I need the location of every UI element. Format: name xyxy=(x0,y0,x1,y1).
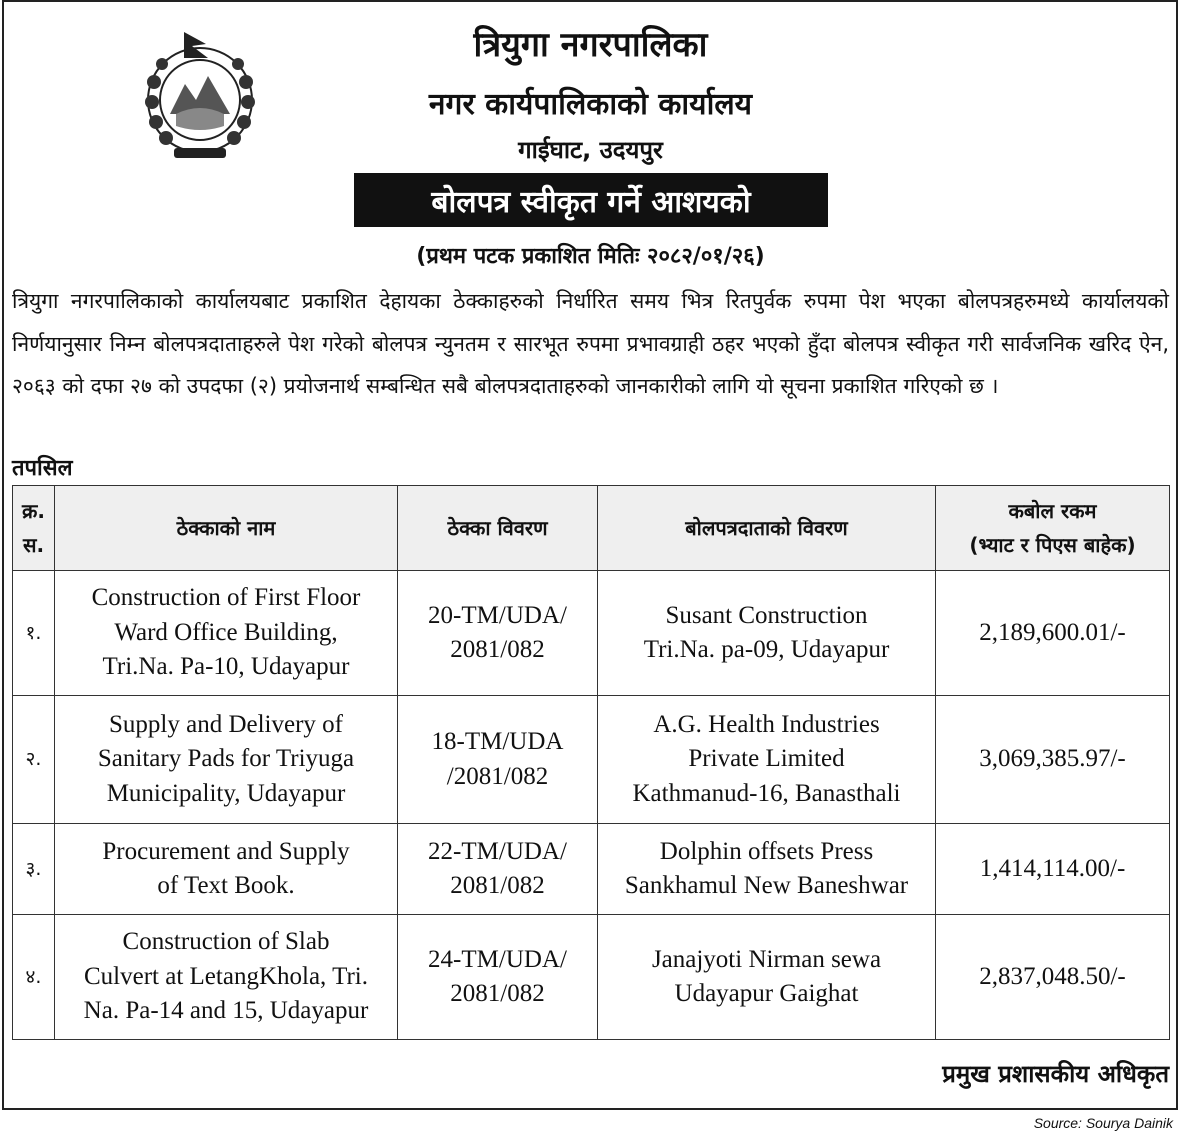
row-serial: १. xyxy=(13,571,55,696)
header-serial-line1: क्र. xyxy=(22,499,45,523)
line: Ward Office Building, xyxy=(114,618,338,646)
row-contract-detail xyxy=(398,824,598,915)
line: 18-TM/UDA xyxy=(431,728,564,755)
row-bidder-detail xyxy=(598,696,936,824)
line: Udayapur Gaighat xyxy=(674,980,859,1007)
line: Construction of First Floor xyxy=(91,584,361,612)
line: Tri.Na. Pa-10, Udayapur xyxy=(102,653,350,681)
header-serial-line2: स. xyxy=(22,533,45,557)
notice-title: बोलपत्र स्वीकृत गर्ने आशयको xyxy=(354,173,828,227)
line: of Text Book. xyxy=(157,872,295,899)
row-bid-amount: 3,069,385.97/- xyxy=(936,696,1170,824)
line: 2081/082 xyxy=(450,980,545,1007)
publish-date: (प्रथम पटक प्रकाशित मितिः २०८२/०१/२६) xyxy=(416,244,765,269)
row-bid-amount: 1,414,114.00/- xyxy=(936,824,1170,915)
table-row xyxy=(13,915,1170,1040)
row-bidder-detail xyxy=(598,824,936,915)
line: Private Limited xyxy=(688,745,845,773)
row-bid-amount: 2,837,048.50/- xyxy=(936,915,1170,1040)
header-bidder-detail: बोलपत्रदाताको विवरण xyxy=(598,486,936,571)
line: Na. Pa-14 and 15, Udayapur xyxy=(83,997,369,1025)
signatory-title: प्रमुख प्रशासकीय अधिकृत xyxy=(942,1060,1169,1088)
office-location: गाईघाट, उदयपुर xyxy=(518,136,663,164)
source-credit: Source: Sourya Dainik xyxy=(1033,1115,1173,1131)
table-row xyxy=(13,824,1170,915)
row-contract-detail xyxy=(398,571,598,696)
line: 20-TM/UDA/ xyxy=(428,601,567,629)
row-contract-name xyxy=(55,571,398,696)
line: Construction of Slab xyxy=(122,928,330,956)
line: 24-TM/UDA/ xyxy=(428,945,567,973)
table-header-row xyxy=(13,486,1170,571)
row-contract-detail xyxy=(398,915,598,1040)
line: 22-TM/UDA/ xyxy=(428,837,567,865)
line: Dolphin offsets Press xyxy=(659,837,874,865)
line: Culvert at LetangKhola, Tri. xyxy=(84,962,368,990)
line: Supply and Delivery of xyxy=(109,710,343,738)
office-subtitle: नगर कार्यपालिकाको कार्यालय xyxy=(428,87,753,122)
header-contract-name: ठेक्काको नाम xyxy=(55,486,398,571)
row-contract-detail xyxy=(398,696,598,824)
row-bid-amount: 2,189,600.01/- xyxy=(936,571,1170,696)
line: Janajyoti Nirman sewa xyxy=(651,945,882,973)
line: Sanitary Pads for Triyuga xyxy=(97,745,355,773)
line: Tri.Na. pa-09, Udayapur xyxy=(643,636,890,663)
line: Procurement and Supply xyxy=(102,837,350,865)
row-serial: ३. xyxy=(13,824,55,915)
line: Sankhamul New Baneshwar xyxy=(624,872,909,899)
header-amount-line2: (भ्याट र पिएस बाहेक) xyxy=(969,533,1136,557)
row-serial: ४. xyxy=(13,915,55,1040)
line: /2081/082 xyxy=(446,762,549,790)
line: Susant Construction xyxy=(665,601,868,629)
line: Kathmanud-16, Banasthali xyxy=(632,779,901,807)
table-row xyxy=(13,571,1170,696)
awarded-bids-table xyxy=(12,485,1170,1040)
line: A.G. Health Industries xyxy=(653,710,880,738)
row-serial: २. xyxy=(13,696,55,824)
notice-body-paragraph: त्रियुगा नगरपालिकाको कार्यालयबाट प्रकाशित देहायका ठेक्काहरुको निर्धारित समय भित्र रितपुर्वक रुपमा पेश भएका बोलपत्रहरुमध्ये कार्यालयको निर्णयानुसार निम्न बोलपत्रदाताहरुले पेश गरेको बोलपत्र न्युनतम र सारभूत रुपमा प्रभावग्राही ठहर भएको हुँदा बोलपत्र स्वीकृत गरी सार्वजनिक खरिद ऐन, २०६३ को दफा २७ को उपदफा (२) प्रयोजनार्थ सम्बन्धित सबै बोलपत्रदाताहरुको जानकारीको लागि यो सूचना प्रकाशित गरिएको छ । xyxy=(12,289,1169,398)
header-serial xyxy=(13,486,55,571)
header-contract-detail: ठेक्का विवरण xyxy=(398,486,598,571)
table-row xyxy=(13,696,1170,824)
row-contract-name xyxy=(55,824,398,915)
schedule-label: तपसिल xyxy=(12,456,73,481)
line: Municipality, Udayapur xyxy=(106,779,346,807)
header-bid-amount xyxy=(936,486,1170,571)
municipality-name: त्रियुगा नगरपालिका xyxy=(473,25,708,65)
row-contract-name xyxy=(55,915,398,1040)
row-bidder-detail xyxy=(598,571,936,696)
line: 2081/082 xyxy=(450,636,545,663)
row-bidder-detail xyxy=(598,915,936,1040)
header-amount-line1: कबोल रकम xyxy=(1008,499,1097,523)
row-contract-name xyxy=(55,696,398,824)
line: 2081/082 xyxy=(450,872,545,899)
